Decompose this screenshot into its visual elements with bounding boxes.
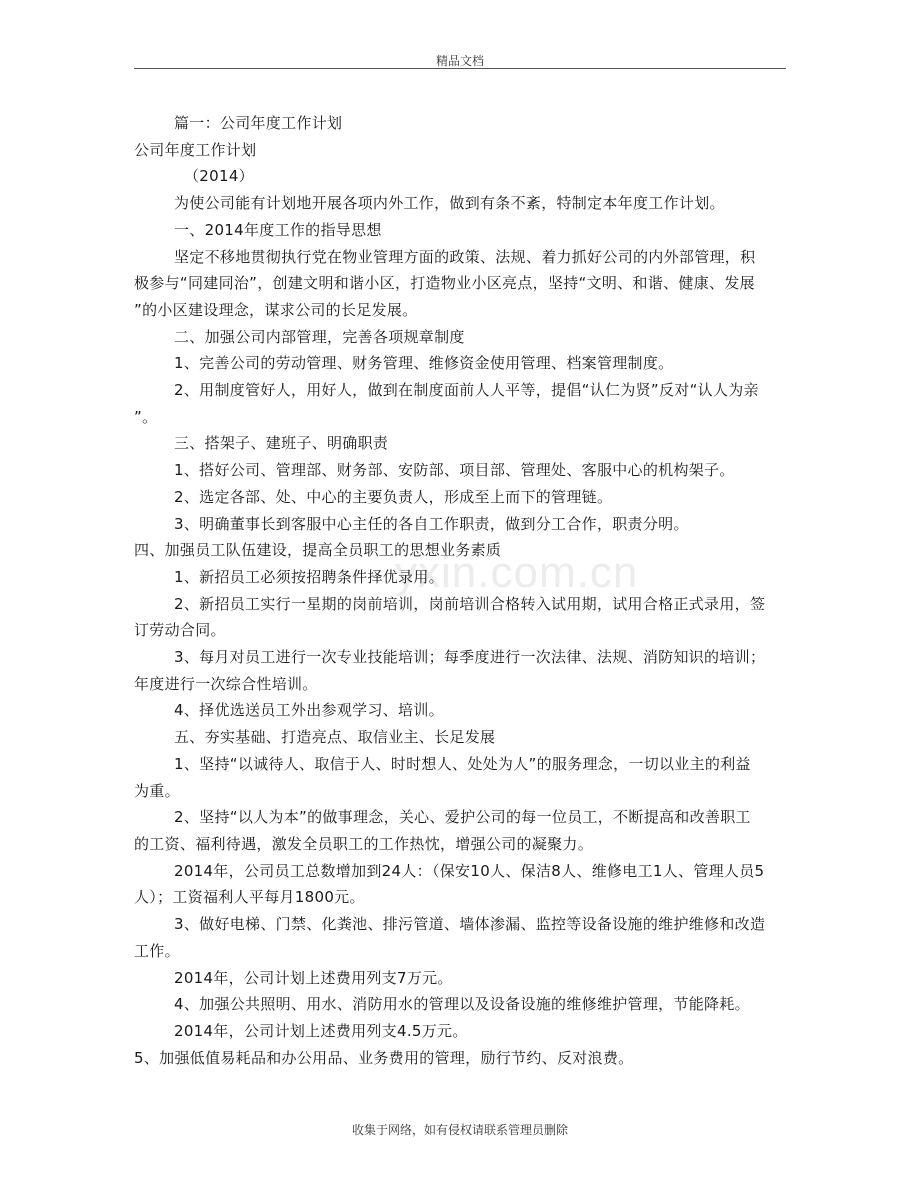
- paragraph-line: 2、选定各部、处、中心的主要负责人，形成至上而下的管理链。: [174, 487, 613, 506]
- document-year: （2014）: [184, 167, 254, 186]
- paragraph-line: 5、加强低值易耗品和办公用品、业务费用的管理，励行节约、反对浪费。: [134, 1048, 634, 1067]
- document-body: [134, 110, 786, 1071]
- paragraph-line: 3、做好电梯、门禁、化粪池、排污管道、墙体渗漏、监控等设备设施的维护维修和改造: [174, 915, 766, 934]
- paragraph-line: 为重。: [134, 781, 180, 800]
- paragraph-line: 年度进行一次综合性培训。: [134, 674, 318, 693]
- paragraph-line: 2014年，公司计划上述费用列支7万元。: [174, 968, 453, 987]
- paragraph-line: 1、完善公司的劳动管理、财务管理、维修资金使用管理、档案管理制度。: [174, 354, 674, 373]
- section-heading: 一、2014年度工作的指导思想: [174, 220, 382, 239]
- section-heading: 四、加强员工队伍建设，提高全员职工的思想业务素质: [134, 541, 502, 560]
- paragraph-line: 4、加强公共照明、用水、消防用水的管理以及设备设施的维修维护管理，节能降耗。: [174, 995, 750, 1014]
- page-footer: 收集于网络，如有侵权请联系管理员删除: [351, 1123, 568, 1137]
- paragraph-line: 订劳动合同。: [134, 621, 226, 640]
- paragraph-line: 2、新招员工实行一星期的岗前培训，岗前培训合格转入试用期，试用合格正式录用，签: [174, 594, 766, 613]
- section-heading: 五、夯实基础、打造亮点、取信业主、长足发展: [174, 728, 496, 747]
- paragraph-line: 3、明确董事长到客服中心主任的各自工作职责，做到分工合作，职责分明。: [174, 514, 689, 533]
- paragraph-line: 1、坚持“以诚待人、取信于人、时时想人、处处为人”的服务理念，一切以业主的利益: [174, 754, 751, 773]
- paragraph-line: 2014年，公司员工总数增加到24人：（保安10人、保洁8人、维修电工1人、管理人员5: [174, 861, 765, 880]
- paragraph-line: 1、新招员工必须按招聘条件择优录用。: [174, 567, 444, 586]
- paragraph-line: ”的小区建设理念，谋求公司的长足发展。: [134, 300, 418, 319]
- paragraph-line: 4、择优选送员工外出参观学习、培训。: [174, 701, 444, 720]
- paragraph-line: 人）；工资福利人平每月1800元。: [134, 888, 365, 907]
- section-heading: 三、搭架子、建班子、明确职责: [174, 434, 389, 453]
- paragraph-line: 1、搭好公司、管理部、财务部、安防部、项目部、管理处、客服中心的机构架子。: [174, 461, 735, 480]
- paragraph-line: 为使公司能有计划地开展各项内外工作，做到有条不紊，特制定本年度工作计划。: [174, 194, 725, 213]
- paragraph-line: 3、每月对员工进行一次专业技能培训；每季度进行一次法律、法规、消防知识的培训；: [174, 648, 766, 667]
- page-header: 精品文档: [435, 54, 484, 68]
- section-heading: 二、加强公司内部管理，完善各项规章制度: [174, 327, 465, 346]
- section-heading: 篇一：公司年度工作计划: [174, 114, 343, 132]
- header-divider: [134, 68, 786, 69]
- paragraph-line: 的工资、福利待遇，激发全员职工的工作热忱，增强公司的凝聚力。: [134, 834, 594, 853]
- paragraph-line: 极参与“同建同治”，创建文明和谐小区，打造物业小区亮点，坚持“文明、和谐、健康、发展: [134, 274, 755, 293]
- paragraph-line: ”。: [134, 407, 158, 426]
- paragraph-line: 工作。: [134, 941, 180, 960]
- paragraph-line: 2、坚持“以人为本”的做事理念，关心、爱护公司的每一位员工，不断提高和改善职工: [174, 808, 751, 827]
- paragraph-line: 2014年，公司计划上述费用列支4.5万元。: [174, 1021, 468, 1040]
- paragraph-line: 坚定不移地贯彻执行党在物业管理方面的政策、法规、着力抓好公司的内外部管理，积: [174, 247, 756, 266]
- paragraph-line: 2、用制度管好人，用好人，做到在制度面前人人平等，提倡“认仁为贤”反对“认人为亲: [174, 381, 759, 400]
- document-title: 公司年度工作计划: [134, 140, 257, 159]
- watermark: yxin.com.cn: [395, 548, 639, 597]
